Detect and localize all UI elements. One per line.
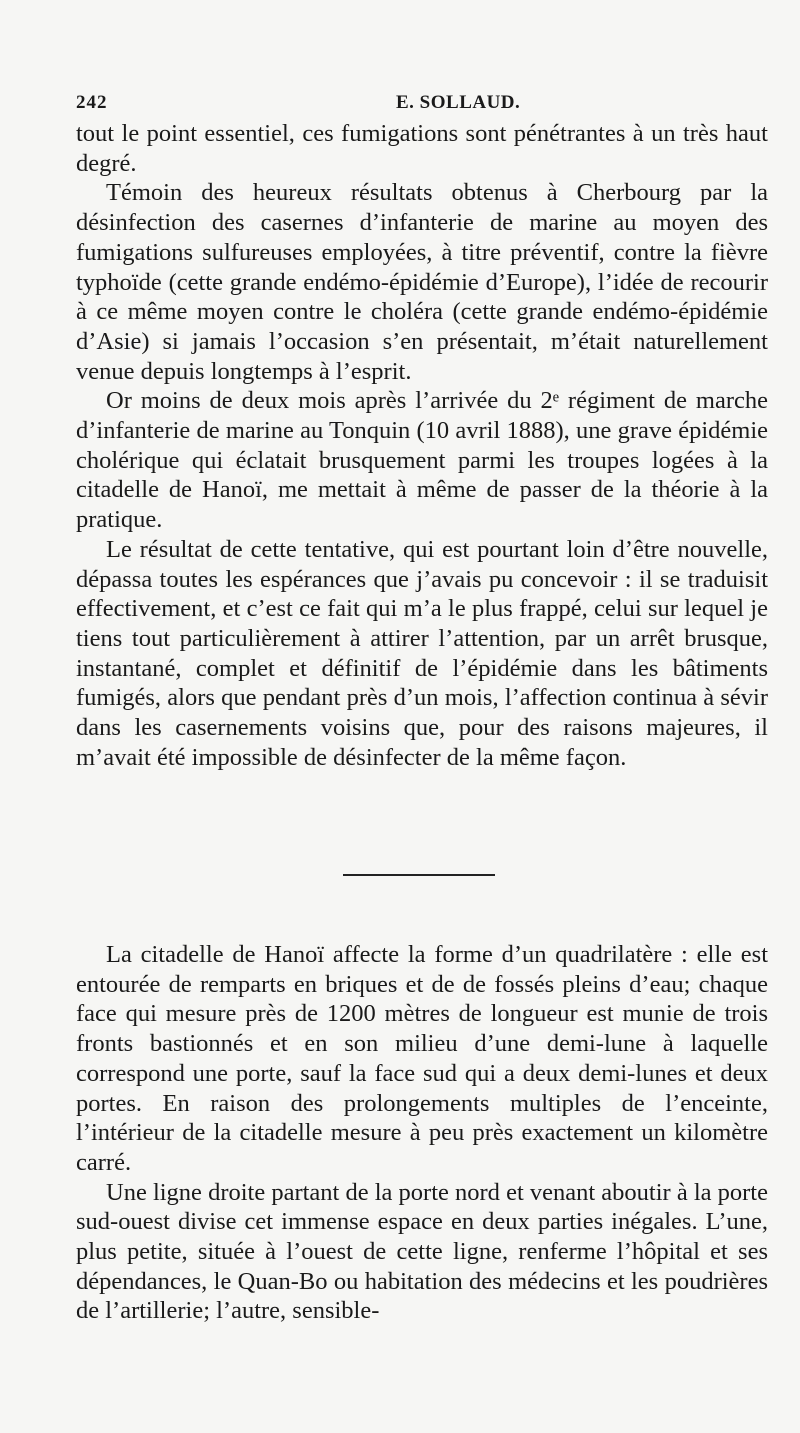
paragraph: Le résultat de cette tentative, qui est pourtant loin d’être nouvelle, dépassa toutes les espérances que j’avais pu concevoir : il se traduisit effectivement, et c’est ce fait qui m’a le plus frappé, celui sur lequel je tiens tout particulièrement à attirer l’attention, par un arrêt brusque, instantané, complet et définitif de l’épidémie dans les bâtiments fumigés, alors que pendant près d’un mois, l’affection continua à sévir dans les casernements voisins que, pour des raisons majeures, il m’avait été impossible de désinfecter de la même façon. — [76, 535, 768, 771]
section-1-text — [76, 119, 768, 772]
running-head: E. SOLLAUD. — [396, 92, 521, 113]
section-2-text — [76, 940, 768, 1326]
paragraph: Or moins de deux mois après l’arrivée du 2ᵉ régiment de marche d’infanterie de marine au Tonquin (10 avril 1888), une grave épidémie cholérique qui éclatait brusquement parmi les troupes logées à la citadelle de Hanoï, me mettait à même de passer de la théorie à la pratique. — [76, 387, 768, 534]
paragraph: Une ligne droite partant de la porte nord et venant aboutir à la porte sud-ouest divise cet immense espace en deux parties inégales. L’une, plus petite, située à l’ouest de cette ligne, renferme l’hôpital et ses dépendances, le Quan-Bo ou habitation des médecins et les poudrières de l’artillerie; l’autre, sensible- — [76, 1178, 768, 1325]
page-header — [76, 92, 768, 118]
page-number: 242 — [76, 92, 108, 113]
paragraph: La citadelle de Hanoï affecte la forme d’un quadrilatère : elle est entourée de remparts en briques et de de fossés pleins d’eau; chaque face qui mesure près de 1200 mètres de longueur est munie de trois fronts bastionnés et en son milieu d’une demi-lune à laquelle correspond une porte, sauf la face sud qui a deux demi-lunes et deux portes. En raison des prolongements multiples de l’enceinte, l’intérieur de la citadelle mesure à peu près exactement un kilomètre carré. — [76, 941, 768, 1176]
paragraph: tout le point essentiel, ces fumigations sont pénétrantes à un très haut degré. — [76, 120, 768, 177]
paragraph: Témoin des heureux résultats obtenus à Cherbourg par la désinfection des casernes d’infanterie de marine au moyen des fumigations sulfureuses employées, à titre préventif, contre la fièvre typhoïde (cette grande endémo-épidémie d’Europe), l’idée de recourir à ce même moyen contre le choléra (cette grande endémo-épidémie d’Asie) si jamais l’occasion s’en présentait, m’était naturellement venue depuis longtemps à l’esprit. — [76, 179, 768, 385]
section-separator — [343, 874, 495, 876]
